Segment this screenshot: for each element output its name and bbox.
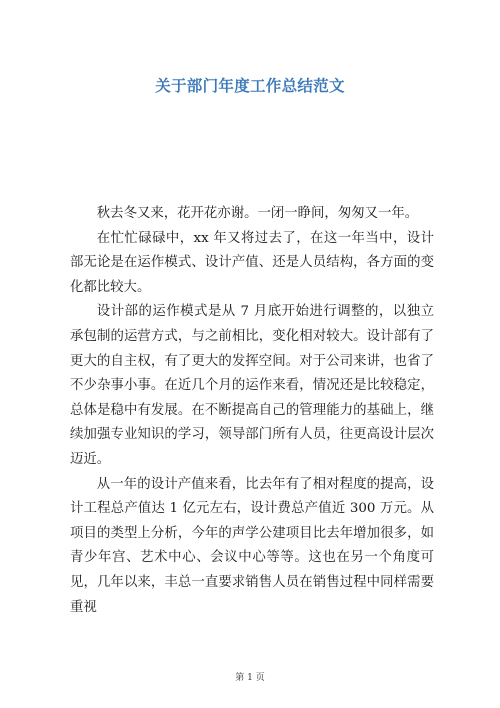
paragraph-4: 从一年的设计产值来看，比去年有了相对程度的提高，设计工程总产值达 1 亿元左右，设计费总产值近 300 万元。从项目的类型上分析，今年的声学公建项目比去年增加很多，如青少年宫、艺术中心、会议中心等等。这也在另一个角度可见，几年以来，丰总一直要求销售人员在销售过程中同样需要重视: [70, 476, 434, 615]
document-title: 关于部门年度工作总结范文: [155, 77, 345, 95]
page-footer: [0, 670, 500, 683]
document-body: [70, 202, 434, 620]
paragraph-1: 秋去冬又来，花开花亦谢。一闭一睁间，匆匆又一年。: [96, 206, 419, 221]
paragraph-2: 在忙忙碌碌中，xx 年又将过去了，在这一年当中，设计部无论是在运作模式、设计产值、还是人员结构，各方面的变化都比较大。: [70, 230, 434, 295]
page-number: 第 1 页: [235, 673, 265, 683]
paragraph-3: 设计部的运作模式是从 7 月底开始进行调整的，以独立承包制的运营方式，与之前相比，变化相对较大。设计部有了更大的自主权，有了更大的发挥空间。对于公司来讲，也省了不少杂事小事。在近几个月的运作来看，情况还是比较稳定，总体是稳中有发展。在不断提高自己的管理能力的基础上，继续加强专业知识的学习，领导部门所有人员，往更高设计层次迈近。: [70, 304, 434, 467]
